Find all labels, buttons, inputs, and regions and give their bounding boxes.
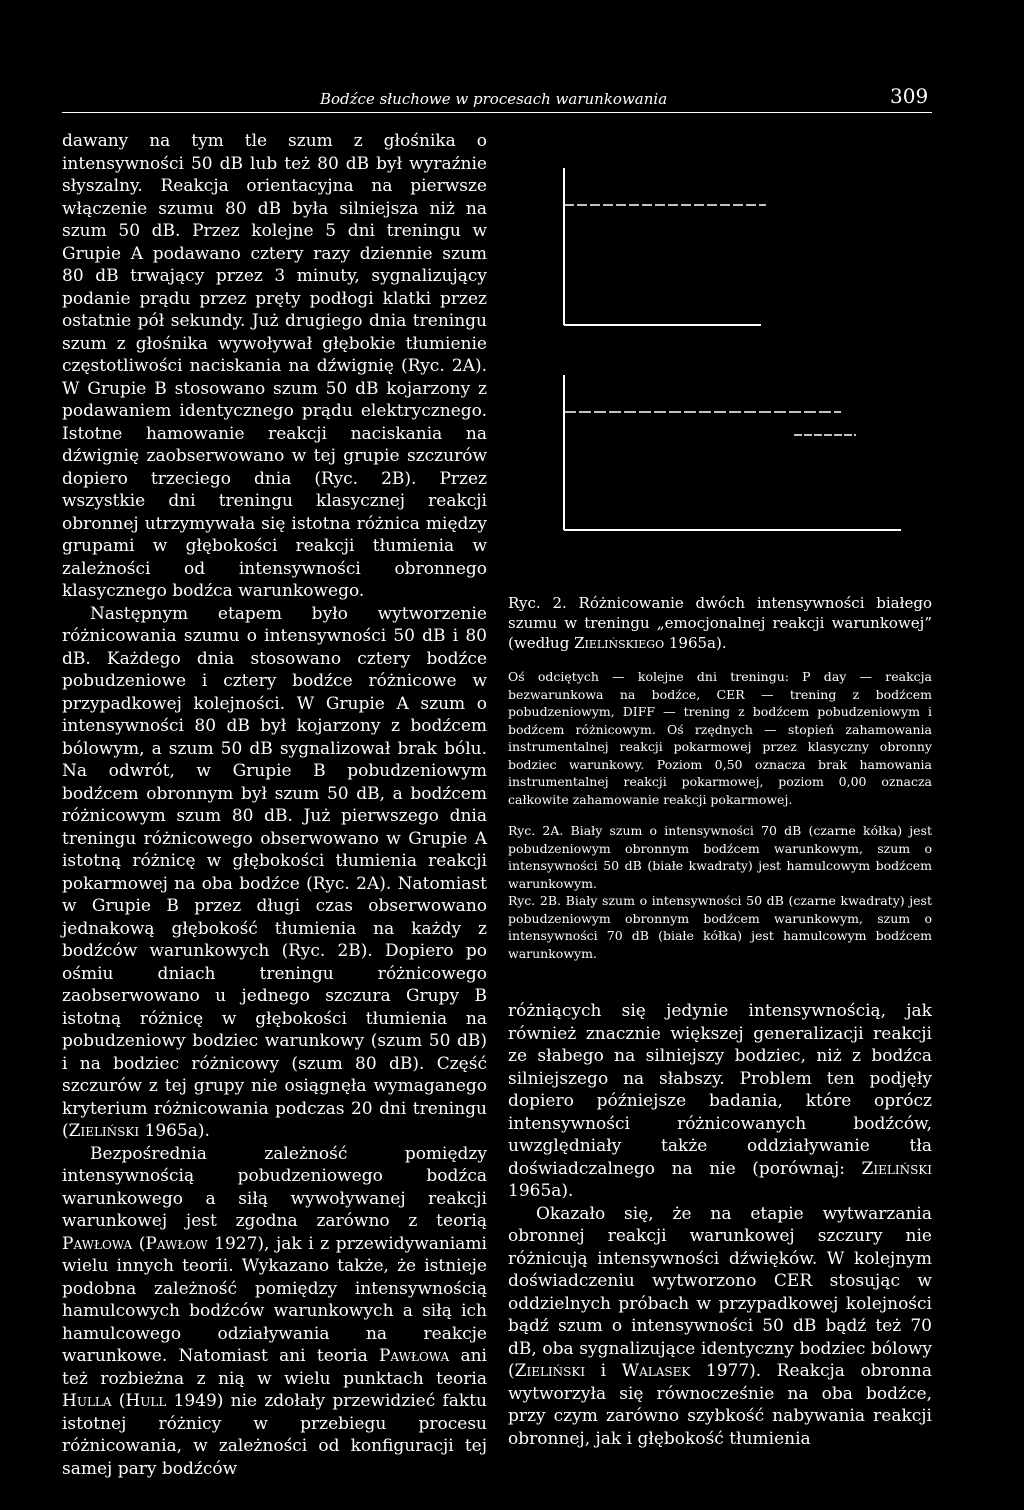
- text-run: 1927), jak i z przewidywaniami wielu innych teorii. Wykazano także, że istnieje podobna zależność pomiędzy intensywnością hamulcowych bodźców warunkowych a siłą ich hamulcowego odziaływania na reakcje warunkowe. Natomiast ani teoria: [62, 1233, 487, 1366]
- paragraph: [508, 1203, 932, 1451]
- figure-panel-b: [564, 375, 901, 530]
- text-run: 1965a).: [508, 1181, 574, 1201]
- citation-author: Zieliński: [68, 1121, 140, 1141]
- citation-author: Hulla: [62, 1391, 112, 1411]
- page-number: 309: [890, 84, 929, 108]
- running-header-title: Bodźce słuchowe w procesach warunkowania: [320, 90, 668, 108]
- figure-note: Oś odciętych — kolejne dni treningu: P day — reakcja bezwarunkowa na bodźce, CER — trening z bodźcem pobudzeniowym, DIFF — trening z bodźcem pobudzeniowym i bodźcem różnicowym. Oś rzędnych — stopień zahamowania instrumentalnej reakcji pokarmowej przez klasyczny obronny bodziec warunkowy. Poziom 0,50 oznacza brak hamowania instrumentalnej reakcji pokarmowej, poziom 0,00 oznacza całkowite zahamowanie reakcji pokarmowej.: [508, 669, 932, 807]
- figure-caption: [508, 593, 932, 653]
- citation-author: Hull: [125, 1391, 167, 1411]
- text-run: Następnym etapem było wytworzenie różnicowania szumu o intensywności 50 dB i 80 dB. Każdego dnia stosowano cztery bodźce pobudzeniowe i cztery bodźce różnicowe w przypadkowej kolejności. W Grupie A szum o intensywności 80 dB był kojarzony z bodźcem bólowym, a szum 50 dB sygnalizował brak bólu. Na odwrót, w Grupie B pobudzeniowym bodźcem obronnym był szum 50 dB, a bodźcem różnicowym szum 80 dB. Już pierwszego dnia treningu różnicowego obserwowano w Grupie A istotną różnicę w głębokości tłumienia reakcji pokarmowej na oba bodźce (Ryc. 2A). Natomiast w Grupie B przez długi czas obserwowano jednakową głębokość tłumienia na każdy z bodźców warunkowych (Ryc. 2B). Dopiero po ośmiu dniach treningu różnicowego zaobserwowano u jednego szczura Grupy B istotną różnicę w głębokości tłumienia na pobudzeniowy bodziec warunkowy (szum 50 dB) i na bodziec różnicowy (szum 80 dB). Część szczurów z tej grupy nie osiągnęła wymaganego kryterium różnicowania podczas 20 dni treningu (: [62, 603, 487, 1141]
- text-run: Bezpośrednia zależność pomiędzy intensywnością pobudzeniowego bodźca warunkowego a siłą wywoływanej reakcji warunkowej jest zgodna zarówno z teorią: [62, 1143, 487, 1231]
- paragraph: [62, 603, 487, 1143]
- text-run: 1977). Reakcja obronna wytworzyła się równocześnie na oba bodźce, przy czym zarówno szybkość nabywania reakcji obronnej, jak i głębokość tłumienia: [508, 1361, 932, 1449]
- citation-author: Walasek: [621, 1361, 691, 1381]
- figure-notes: [508, 668, 932, 976]
- citation-author: Pawłowa: [378, 1346, 450, 1366]
- left-column: [62, 130, 487, 1480]
- figure-panel-a: [564, 168, 766, 325]
- text-run: 1949) nie zdołały przewidzieć faktu istotnej różnicy w przebiegu procesu różnicowania, w zależności od konfiguracji tej samej pary bodźców: [62, 1391, 487, 1479]
- text-run: Ryc. 2. Różnicowanie dwóch intensywności białego szumu w treningu „emocjonalnej reakcji warunkowej” (według: [508, 594, 932, 652]
- text-run: Okazało się, że na etapie wytwarzania obronnej reakcji warunkowej szczury nie różnicują intensywności dźwięków. W kolejnym doświadczeniu wytworzono CER stosując w oddzielnych próbach w przypadkowej kolejności bądź szum o intensywności 50 dB bądź też 70 dB, oba sygnalizujące identyczny bodziec bólowy (: [508, 1203, 932, 1381]
- right-column: [508, 1000, 932, 1450]
- header-rule: [62, 112, 932, 113]
- text-run: (: [111, 1391, 126, 1411]
- citation-author: Zieliński: [514, 1361, 586, 1381]
- text-run: (: [132, 1233, 146, 1254]
- text-run: 1965a).: [664, 634, 727, 652]
- text-run: 1965a).: [139, 1121, 210, 1141]
- citation-author: Pawłow: [145, 1233, 208, 1254]
- text-run: i: [585, 1361, 622, 1381]
- paragraph: [62, 1143, 487, 1481]
- citation-author: Pawłowa: [62, 1233, 133, 1254]
- figure-note: Ryc. 2B. Biały szum o intensywności 50 dB (czarne kwadraty) jest pobudzeniowym obronnym bodźcem warunkowym, szum o intensywności 70 dB (białe kółka) jest hamulcowym bodźcem warunkowym.: [508, 893, 932, 961]
- citation-author: Zielińskiego: [574, 634, 665, 652]
- figure-2-graphic: [556, 160, 916, 550]
- text-run: różniących się jedynie intensywnością, jak również znacznie większej generalizacji reakcji ze słabego na silniejszy bodziec, niż z bodźca silniejszego na słabszy. Problem ten podjęły dopiero późniejsze badania, które oprócz intensywności różnicowanych bodźców, uwzględniały także oddziaływanie tła doświadczalnego na nie (porównaj:: [508, 1001, 932, 1179]
- text-run: ani też rozbieżna z nią w wielu punktach teoria: [62, 1346, 487, 1389]
- citation-author: Zieliński: [861, 1158, 932, 1179]
- figure-note: Ryc. 2A. Biały szum o intensywności 70 dB (czarne kółka) jest pobudzeniowym obronnym bodźcem warunkowym, szum o intensywności 50 dB (białe kwadraty) jest hamulcowym bodźcem warunkowym.: [508, 823, 932, 891]
- paragraph: dawany na tym tle szum z głośnika o intensywności 50 dB lub też 80 dB był wyraźnie słyszalny. Reakcja orientacyjna na pierwsze włączenie szumu 80 dB była silniejsza niż na szum 50 dB. Przez kolejne 5 dni treningu w Grupie A podawano cztery razy dziennie szum 80 dB trwający przez 3 minuty, sygnalizujący podanie prądu przez pręty podłogi klatki przez ostatnie pół sekundy. Już drugiego dnia treningu szum z głośnika wywoływał głębokie tłumienie częstotliwości naciskania na dźwignię (Ryc. 2A). W Grupie B stosowano szum 50 dB kojarzony z podawaniem identycznego prądu elektrycznego. Istotne hamowanie reakcji naciskania na dźwignię zaobserwowano w tej grupie szczurów dopiero trzeciego dnia (Ryc. 2B). Przez wszystkie dni treningu klasycznej reakcji obronnej utrzymywała się istotna różnica między grupami w głębokości reakcji tłumienia w zależności od intensywności obronnego klasycznego bodźca warunkowego.: [62, 131, 487, 601]
- paragraph: [508, 1000, 932, 1203]
